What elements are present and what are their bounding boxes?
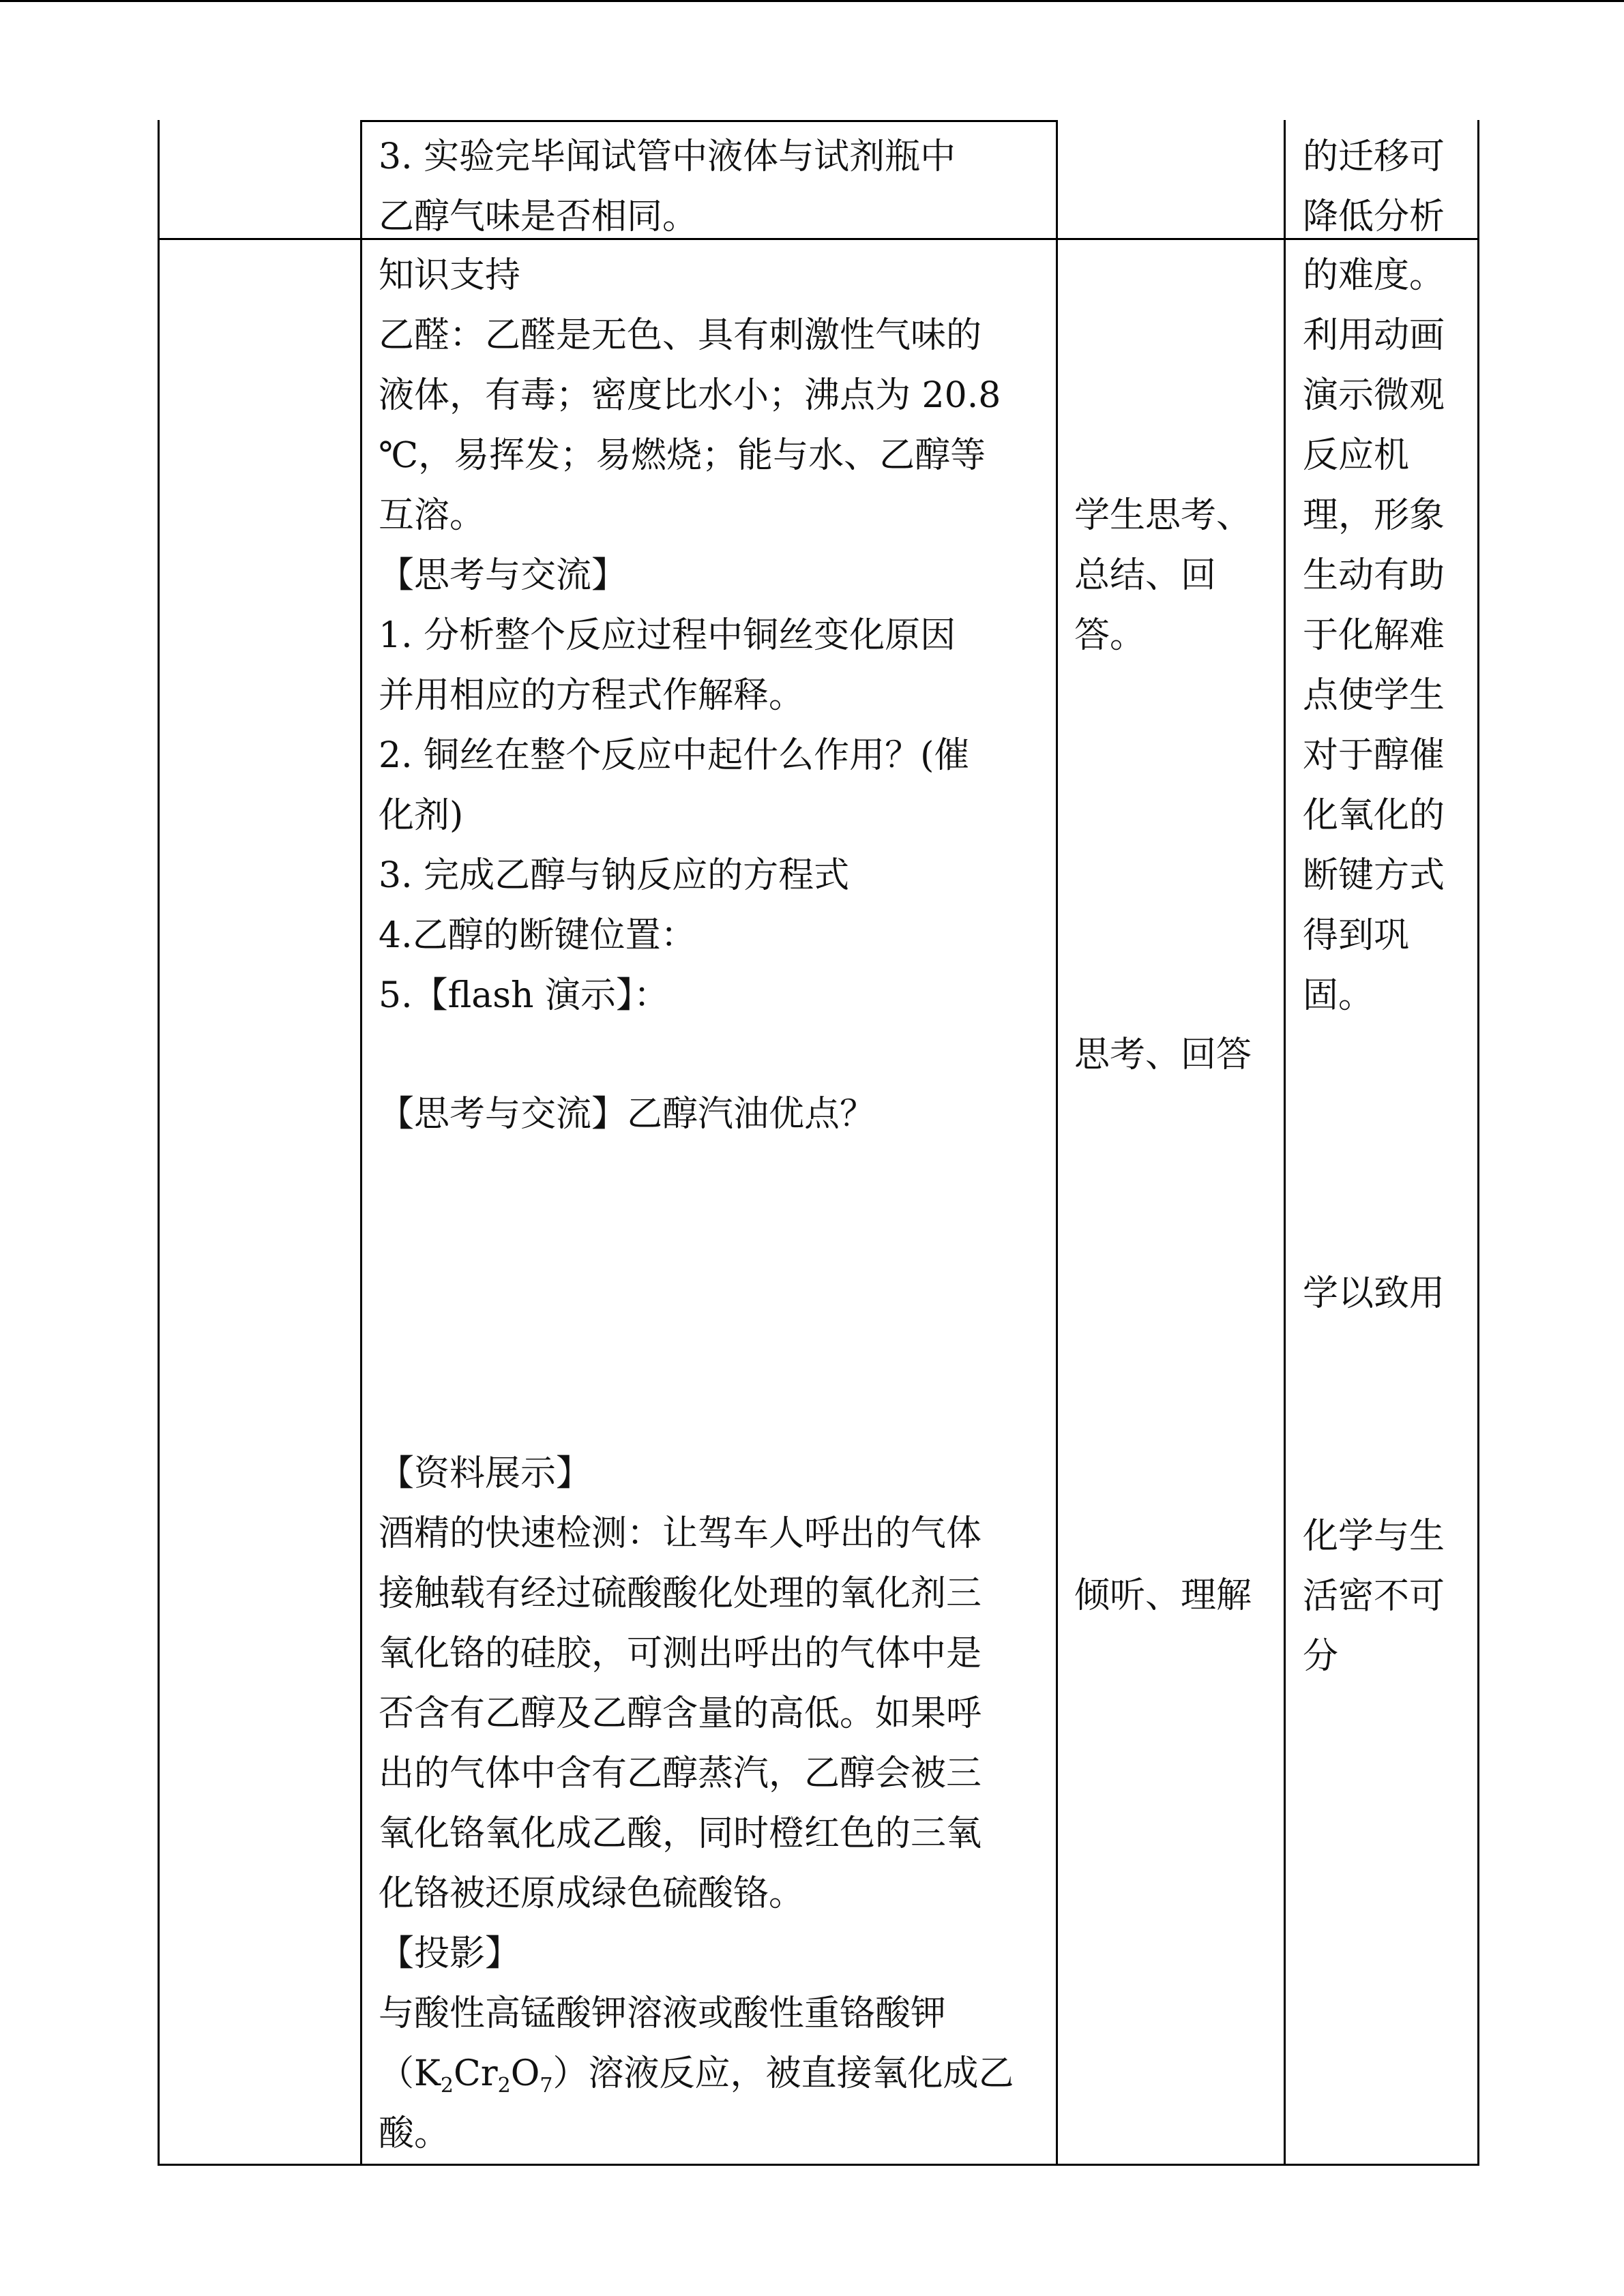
- formula-k: K: [414, 2053, 441, 2094]
- activity-line: 倾听、理解: [1074, 1575, 1252, 1616]
- content-line: 氧化铬氧化成乙酸，同时橙红色的三氧: [379, 1813, 982, 1854]
- table-top-border-content: [360, 120, 1058, 122]
- formula-line: [379, 2044, 1014, 2104]
- note-line: 学以致用: [1303, 1273, 1445, 1314]
- note-line: 断键方式: [1303, 855, 1445, 896]
- note-line: 的迁移可: [1303, 136, 1445, 177]
- table-border-col3: [1056, 120, 1058, 2166]
- table-border-col2: [360, 120, 362, 2166]
- content-line: 4.乙醇的断键位置：: [379, 915, 696, 956]
- content-line: 酒精的快速检测：让驾车人呼出的气体: [379, 1513, 982, 1554]
- content-line: 氧化铬的硅胶，可测出呼出的气体中是: [379, 1633, 982, 1674]
- student-activity-3: [1074, 1566, 1252, 1626]
- row1-content-cell: [379, 127, 956, 247]
- activity-line: 答。: [1074, 615, 1146, 656]
- content-line: 5.【flash 演示】：: [379, 975, 670, 1016]
- note-line: 反应机: [1303, 435, 1410, 476]
- table-border-right: [1477, 120, 1479, 2166]
- note-line: 点使学生: [1303, 675, 1445, 716]
- student-activity-2: [1074, 1025, 1252, 1085]
- content-line: 酸。: [379, 2113, 450, 2154]
- content-line: 3. 实验完毕闻试管中液体与试剂瓶中: [379, 136, 956, 177]
- table-border-col4: [1284, 120, 1286, 2166]
- activity-line: 总结、回: [1074, 555, 1217, 596]
- formula-o: O: [510, 2053, 540, 2094]
- note-line: 活密不可: [1303, 1576, 1445, 1617]
- row2-thinking-question: [379, 1084, 875, 1144]
- formula-suffix: ）溶液反应，被直接氧化成乙: [552, 2053, 1014, 2094]
- content-line: 与酸性高锰酸钾溶液或酸性重铬酸钾: [379, 1993, 947, 2034]
- content-line: 1. 分析整个反应过程中铜丝变化原因: [379, 615, 956, 656]
- content-line: 乙醇气味是否相同。: [379, 196, 698, 237]
- content-line: 【思考与交流】乙醇汽油优点？: [379, 1094, 876, 1135]
- note-line: 的难度。: [1303, 255, 1445, 296]
- row1-note-cell: [1303, 127, 1445, 247]
- formula-prefix: （: [379, 2053, 415, 2094]
- formula-cr: Cr: [453, 2053, 498, 2094]
- content-line: 乙醛：乙醛是无色、具有刺激性气味的: [379, 315, 982, 356]
- note-line: 得到巩: [1303, 915, 1410, 956]
- content-line: 3. 完成乙醇与钠反应的方程式: [379, 855, 850, 896]
- content-line: 化铬被还原成绿色硫酸铬。: [379, 1873, 805, 1914]
- content-line: 知识支持: [379, 255, 521, 296]
- note-line: 利用动画: [1303, 315, 1445, 356]
- content-line: 互溶。: [379, 495, 486, 536]
- note-line: 于化解难: [1303, 615, 1445, 656]
- activity-line: 思考、回答: [1074, 1034, 1252, 1075]
- row2-content-bottom: [379, 1444, 1014, 2164]
- content-line: 2. 铜丝在整个反应中起什么作用？(催: [379, 735, 970, 776]
- content-line: 并用相应的方程式作解释。: [379, 675, 805, 716]
- formula-cr-sub: 2: [497, 2074, 511, 2098]
- row2-note-3: [1303, 1506, 1445, 1686]
- content-line: 【投影】: [379, 1933, 521, 1974]
- note-line: 理，形象: [1303, 495, 1445, 536]
- row2-note-2: [1303, 1264, 1445, 1324]
- note-line: 生动有助: [1303, 555, 1445, 596]
- page-top-border: [0, 0, 1624, 2]
- content-line: 液体，有毒；密度比水小；沸点为 20.8: [379, 375, 1001, 416]
- row2-content-top: [379, 245, 1001, 1026]
- content-line: 否含有乙醇及乙醇含量的高低。如果呼: [379, 1693, 982, 1734]
- formula-k-sub: 2: [440, 2074, 454, 2098]
- table-bottom-border: [158, 2164, 1479, 2166]
- student-activity-1: [1074, 486, 1252, 666]
- activity-line: 学生思考、: [1074, 495, 1252, 536]
- content-line: ℃，易挥发；易燃烧；能与水、乙醇等: [379, 435, 986, 476]
- content-line: 出的气体中含有乙醇蒸汽，乙醇会被三: [379, 1753, 982, 1794]
- content-line: 【资料展示】: [379, 1453, 592, 1494]
- note-line: 演示微观: [1303, 375, 1445, 416]
- note-line: 化学与生: [1303, 1516, 1445, 1557]
- note-line: 对于醇催: [1303, 735, 1445, 776]
- note-line: 化氧化的: [1303, 795, 1445, 836]
- note-line: 降低分析: [1303, 196, 1445, 237]
- note-line: 分: [1303, 1636, 1339, 1677]
- table-border-left: [158, 120, 160, 2166]
- note-line: 固。: [1303, 975, 1374, 1016]
- content-line: 接触载有经过硫酸酸化处理的氧化剂三: [379, 1573, 982, 1614]
- content-line: 【思考与交流】: [379, 555, 628, 596]
- formula-o-sub: 7: [540, 2074, 553, 2098]
- row2-note-1: [1303, 245, 1445, 1026]
- content-line: 化剂): [379, 795, 464, 836]
